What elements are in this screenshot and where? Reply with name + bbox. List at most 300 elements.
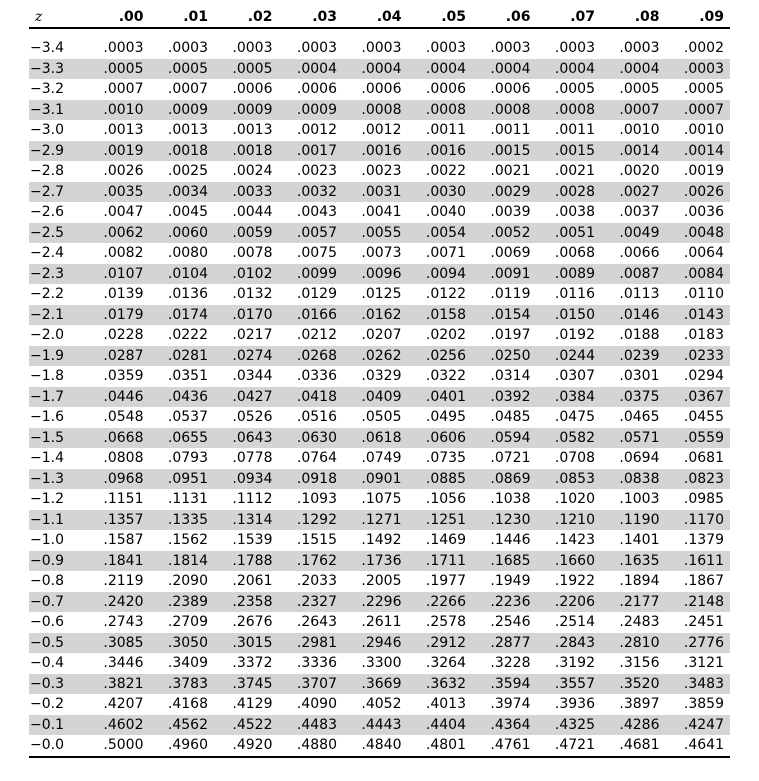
probability-cell: .0028 (537, 182, 602, 203)
probability-cell: .0228 (85, 325, 150, 346)
probability-cell: .3897 (601, 694, 666, 715)
probability-cell: .0004 (408, 59, 473, 80)
z-value-cell: −1.0 (29, 530, 85, 551)
column-header: .01 (150, 7, 215, 28)
table-row (29, 612, 730, 633)
probability-cell: .4129 (214, 694, 279, 715)
probability-cell: .2358 (214, 592, 279, 613)
probability-cell: .2810 (601, 633, 666, 654)
probability-cell: .1949 (472, 571, 537, 592)
probability-cell: .0116 (537, 284, 602, 305)
probability-cell: .1379 (666, 530, 731, 551)
probability-cell: .0721 (472, 448, 537, 469)
probability-cell: .0853 (537, 469, 602, 490)
probability-cell: .0027 (601, 182, 666, 203)
probability-cell: .2912 (408, 633, 473, 654)
z-value-cell: −0.7 (29, 592, 85, 613)
probability-cell: .0217 (214, 325, 279, 346)
probability-cell: .0256 (408, 346, 473, 367)
probability-cell: .0918 (279, 469, 344, 490)
probability-cell: .0179 (85, 305, 150, 326)
probability-cell: .2578 (408, 612, 473, 633)
probability-cell: .0485 (472, 407, 537, 428)
probability-cell: .0107 (85, 264, 150, 285)
table-row (29, 325, 730, 346)
probability-cell: .0125 (343, 284, 408, 305)
probability-cell: .0427 (214, 387, 279, 408)
probability-cell: .0078 (214, 243, 279, 264)
probability-cell: .1867 (666, 571, 731, 592)
probability-cell: .0012 (279, 120, 344, 141)
probability-cell: .0004 (279, 59, 344, 80)
probability-cell: .0064 (666, 243, 731, 264)
z-value-cell: −2.8 (29, 161, 85, 182)
probability-cell: .0262 (343, 346, 408, 367)
probability-cell: .1841 (85, 551, 150, 572)
probability-cell: .0024 (214, 161, 279, 182)
probability-cell: .0038 (537, 202, 602, 223)
probability-cell: .3783 (150, 674, 215, 695)
probability-cell: .4168 (150, 694, 215, 715)
probability-cell: .0004 (601, 59, 666, 80)
z-value-cell: −1.7 (29, 387, 85, 408)
probability-cell: .4247 (666, 715, 731, 736)
probability-cell: .0005 (150, 59, 215, 80)
probability-cell: .0003 (408, 38, 473, 59)
probability-cell: .0166 (279, 305, 344, 326)
probability-cell: .1492 (343, 530, 408, 551)
probability-cell: .0040 (408, 202, 473, 223)
probability-cell: .0099 (279, 264, 344, 285)
column-header: .08 (601, 7, 666, 28)
probability-cell: .0351 (150, 366, 215, 387)
probability-cell: .0029 (472, 182, 537, 203)
z-value-cell: −2.1 (29, 305, 85, 326)
probability-cell: .0668 (85, 428, 150, 449)
probability-cell: .0968 (85, 469, 150, 490)
probability-cell: .1711 (408, 551, 473, 572)
z-table (29, 7, 730, 758)
probability-cell: .0094 (408, 264, 473, 285)
table-row (29, 284, 730, 305)
table-row (29, 387, 730, 408)
probability-cell: .0244 (537, 346, 602, 367)
probability-cell: .0307 (537, 366, 602, 387)
probability-cell: .0102 (214, 264, 279, 285)
probability-cell: .0013 (214, 120, 279, 141)
probability-cell: .4721 (537, 735, 602, 757)
probability-cell: .1093 (279, 489, 344, 510)
probability-cell: .3300 (343, 653, 408, 674)
probability-cell: .1003 (601, 489, 666, 510)
probability-cell: .0239 (601, 346, 666, 367)
probability-cell: .0005 (85, 59, 150, 80)
probability-cell: .0869 (472, 469, 537, 490)
probability-cell: .0051 (537, 223, 602, 244)
probability-cell: .0016 (343, 141, 408, 162)
z-value-cell: −0.1 (29, 715, 85, 736)
probability-cell: .0401 (408, 387, 473, 408)
probability-cell: .0015 (472, 141, 537, 162)
probability-cell: .0322 (408, 366, 473, 387)
probability-cell: .0011 (408, 120, 473, 141)
probability-cell: .0022 (408, 161, 473, 182)
probability-cell: .2266 (408, 592, 473, 613)
probability-cell: .0516 (279, 407, 344, 428)
probability-cell: .1515 (279, 530, 344, 551)
probability-cell: .0021 (472, 161, 537, 182)
probability-cell: .0582 (537, 428, 602, 449)
probability-cell: .0007 (601, 100, 666, 121)
table-row (29, 305, 730, 326)
probability-cell: .0020 (601, 161, 666, 182)
z-value-cell: −1.1 (29, 510, 85, 531)
z-value-cell: −1.3 (29, 469, 85, 490)
table-body (29, 28, 730, 757)
probability-cell: .0036 (666, 202, 731, 223)
probability-cell: .0158 (408, 305, 473, 326)
probability-cell: .0008 (343, 100, 408, 121)
probability-cell: .0068 (537, 243, 602, 264)
probability-cell: .0823 (666, 469, 731, 490)
header-spacer (29, 28, 730, 38)
probability-cell: .0655 (150, 428, 215, 449)
probability-cell: .0045 (150, 202, 215, 223)
probability-cell: .0043 (279, 202, 344, 223)
probability-cell: .0212 (279, 325, 344, 346)
table-row (29, 120, 730, 141)
probability-cell: .0009 (214, 100, 279, 121)
probability-cell: .0004 (343, 59, 408, 80)
probability-cell: .3121 (666, 653, 731, 674)
table-row (29, 694, 730, 715)
z-value-cell: −0.8 (29, 571, 85, 592)
column-header: .09 (666, 7, 731, 28)
probability-cell: .2420 (85, 592, 150, 613)
probability-cell: .4207 (85, 694, 150, 715)
probability-cell: .1210 (537, 510, 602, 531)
probability-cell: .2296 (343, 592, 408, 613)
probability-cell: .4761 (472, 735, 537, 757)
probability-cell: .1335 (150, 510, 215, 531)
probability-cell: .3409 (150, 653, 215, 674)
z-value-cell: −1.8 (29, 366, 85, 387)
probability-cell: .0071 (408, 243, 473, 264)
column-header: .07 (537, 7, 602, 28)
probability-cell: .2743 (85, 612, 150, 633)
probability-cell: .2643 (279, 612, 344, 633)
probability-cell: .1762 (279, 551, 344, 572)
probability-cell: .4920 (214, 735, 279, 757)
probability-cell: .0073 (343, 243, 408, 264)
probability-cell: .0048 (666, 223, 731, 244)
probability-cell: .0010 (85, 100, 150, 121)
probability-cell: .0446 (85, 387, 150, 408)
probability-cell: .0548 (85, 407, 150, 428)
probability-cell: .2148 (666, 592, 731, 613)
probability-cell: .0007 (666, 100, 731, 121)
probability-cell: .0013 (150, 120, 215, 141)
probability-cell: .3557 (537, 674, 602, 695)
probability-cell: .0010 (601, 120, 666, 141)
z-value-cell: −2.6 (29, 202, 85, 223)
probability-cell: .0188 (601, 325, 666, 346)
probability-cell: .0113 (601, 284, 666, 305)
z-value-cell: −2.4 (29, 243, 85, 264)
column-header: .04 (343, 7, 408, 28)
probability-cell: .0009 (150, 100, 215, 121)
probability-cell: .0207 (343, 325, 408, 346)
probability-cell: .0021 (537, 161, 602, 182)
probability-cell: .2033 (279, 571, 344, 592)
probability-cell: .0985 (666, 489, 731, 510)
table-row (29, 653, 730, 674)
probability-cell: .0537 (150, 407, 215, 428)
z-value-cell: −2.3 (29, 264, 85, 285)
probability-cell: .0006 (343, 79, 408, 100)
probability-cell: .0233 (666, 346, 731, 367)
probability-cell: .0047 (85, 202, 150, 223)
table-row (29, 448, 730, 469)
probability-cell: .0329 (343, 366, 408, 387)
probability-cell: .0143 (666, 305, 731, 326)
probability-cell: .0110 (666, 284, 731, 305)
probability-cell: .0003 (666, 59, 731, 80)
probability-cell: .1736 (343, 551, 408, 572)
probability-cell: .1894 (601, 571, 666, 592)
probability-cell: .0005 (666, 79, 731, 100)
table-row (29, 428, 730, 449)
probability-cell: .0025 (150, 161, 215, 182)
probability-cell: .1423 (537, 530, 602, 551)
probability-cell: .0007 (85, 79, 150, 100)
probability-cell: .1131 (150, 489, 215, 510)
probability-cell: .0681 (666, 448, 731, 469)
probability-cell: .2236 (472, 592, 537, 613)
probability-cell: .0019 (85, 141, 150, 162)
column-header: .02 (214, 7, 279, 28)
probability-cell: .0643 (214, 428, 279, 449)
probability-cell: .0268 (279, 346, 344, 367)
probability-cell: .0089 (537, 264, 602, 285)
table-row (29, 161, 730, 182)
probability-cell: .0041 (343, 202, 408, 223)
probability-cell: .0749 (343, 448, 408, 469)
probability-cell: .0006 (279, 79, 344, 100)
table-row (29, 366, 730, 387)
probability-cell: .2546 (472, 612, 537, 633)
probability-cell: .0011 (472, 120, 537, 141)
z-value-cell: −2.9 (29, 141, 85, 162)
probability-cell: .0192 (537, 325, 602, 346)
probability-cell: .1314 (214, 510, 279, 531)
probability-cell: .0436 (150, 387, 215, 408)
probability-cell: .0016 (408, 141, 473, 162)
table-row (29, 469, 730, 490)
probability-cell: .3745 (214, 674, 279, 695)
probability-cell: .2451 (666, 612, 731, 633)
probability-cell: .1151 (85, 489, 150, 510)
probability-cell: .0139 (85, 284, 150, 305)
probability-cell: .0281 (150, 346, 215, 367)
probability-cell: .0222 (150, 325, 215, 346)
probability-cell: .4641 (666, 735, 731, 757)
z-value-cell: −0.3 (29, 674, 85, 695)
probability-cell: .0007 (150, 79, 215, 100)
probability-cell: .0003 (601, 38, 666, 59)
z-value-cell: −0.5 (29, 633, 85, 654)
probability-cell: .1539 (214, 530, 279, 551)
probability-cell: .2709 (150, 612, 215, 633)
probability-cell: .3821 (85, 674, 150, 695)
probability-cell: .0003 (150, 38, 215, 59)
probability-cell: .4522 (214, 715, 279, 736)
z-value-cell: −3.4 (29, 38, 85, 59)
probability-cell: .3936 (537, 694, 602, 715)
probability-cell: .0005 (537, 79, 602, 100)
probability-cell: .4840 (343, 735, 408, 757)
probability-cell: .0014 (601, 141, 666, 162)
column-header: .05 (408, 7, 473, 28)
probability-cell: .0091 (472, 264, 537, 285)
table-row (29, 346, 730, 367)
probability-cell: .2061 (214, 571, 279, 592)
probability-cell: .1357 (85, 510, 150, 531)
probability-cell: .4960 (150, 735, 215, 757)
z-value-cell: −0.6 (29, 612, 85, 633)
probability-cell: .2776 (666, 633, 731, 654)
probability-cell: .0019 (666, 161, 731, 182)
probability-cell: .3228 (472, 653, 537, 674)
probability-cell: .3192 (537, 653, 602, 674)
probability-cell: .0087 (601, 264, 666, 285)
probability-cell: .3050 (150, 633, 215, 654)
probability-cell: .3156 (601, 653, 666, 674)
table-row (29, 264, 730, 285)
probability-cell: .0778 (214, 448, 279, 469)
probability-cell: .0104 (150, 264, 215, 285)
probability-cell: .2090 (150, 571, 215, 592)
probability-cell: .0018 (214, 141, 279, 162)
table-row (29, 100, 730, 121)
z-value-cell: −1.2 (29, 489, 85, 510)
probability-cell: .5000 (85, 735, 150, 757)
probability-cell: .0005 (601, 79, 666, 100)
probability-cell: .0202 (408, 325, 473, 346)
probability-cell: .3632 (408, 674, 473, 695)
probability-cell: .0146 (601, 305, 666, 326)
probability-cell: .1056 (408, 489, 473, 510)
probability-cell: .0129 (279, 284, 344, 305)
table-row (29, 633, 730, 654)
probability-cell: .0084 (666, 264, 731, 285)
probability-cell: .0122 (408, 284, 473, 305)
probability-cell: .4052 (343, 694, 408, 715)
table-row (29, 243, 730, 264)
probability-cell: .0031 (343, 182, 408, 203)
table-row (29, 715, 730, 736)
probability-cell: .0057 (279, 223, 344, 244)
table-row (29, 674, 730, 695)
probability-cell: .1611 (666, 551, 731, 572)
probability-cell: .1977 (408, 571, 473, 592)
probability-cell: .0735 (408, 448, 473, 469)
probability-cell: .0033 (214, 182, 279, 203)
probability-cell: .0526 (214, 407, 279, 428)
table-row (29, 407, 730, 428)
column-header: .06 (472, 7, 537, 28)
probability-cell: .0808 (85, 448, 150, 469)
table-row (29, 489, 730, 510)
probability-cell: .0018 (150, 141, 215, 162)
table-row (29, 571, 730, 592)
probability-cell: .1635 (601, 551, 666, 572)
probability-cell: .4090 (279, 694, 344, 715)
probability-cell: .4325 (537, 715, 602, 736)
probability-cell: .0475 (537, 407, 602, 428)
probability-cell: .2981 (279, 633, 344, 654)
probability-cell: .0044 (214, 202, 279, 223)
probability-cell: .0003 (279, 38, 344, 59)
probability-cell: .3859 (666, 694, 731, 715)
probability-cell: .0004 (537, 59, 602, 80)
probability-cell: .0026 (666, 182, 731, 203)
z-value-cell: −1.4 (29, 448, 85, 469)
probability-cell: .4404 (408, 715, 473, 736)
probability-cell: .0606 (408, 428, 473, 449)
probability-cell: .0035 (85, 182, 150, 203)
probability-cell: .2206 (537, 592, 602, 613)
probability-cell: .0344 (214, 366, 279, 387)
probability-cell: .0032 (279, 182, 344, 203)
z-value-cell: −0.0 (29, 735, 85, 757)
table-row (29, 202, 730, 223)
probability-cell: .0006 (472, 79, 537, 100)
probability-cell: .3372 (214, 653, 279, 674)
probability-cell: .0023 (343, 161, 408, 182)
probability-cell: .1020 (537, 489, 602, 510)
z-value-cell: −3.2 (29, 79, 85, 100)
z-value-cell: −1.6 (29, 407, 85, 428)
probability-cell: .1190 (601, 510, 666, 531)
probability-cell: .2483 (601, 612, 666, 633)
probability-cell: .0003 (214, 38, 279, 59)
probability-cell: .0571 (601, 428, 666, 449)
probability-cell: .1271 (343, 510, 408, 531)
probability-cell: .0003 (343, 38, 408, 59)
table-row (29, 223, 730, 244)
probability-cell: .1562 (150, 530, 215, 551)
probability-cell: .2389 (150, 592, 215, 613)
probability-cell: .1922 (537, 571, 602, 592)
probability-cell: .0301 (601, 366, 666, 387)
probability-cell: .0359 (85, 366, 150, 387)
probability-cell: .0594 (472, 428, 537, 449)
probability-cell: .4364 (472, 715, 537, 736)
probability-cell: .0008 (408, 100, 473, 121)
probability-cell: .1469 (408, 530, 473, 551)
probability-cell: .0030 (408, 182, 473, 203)
probability-cell: .0096 (343, 264, 408, 285)
z-column-header: z (29, 7, 85, 28)
probability-cell: .1038 (472, 489, 537, 510)
probability-cell: .0162 (343, 305, 408, 326)
column-header: .03 (279, 7, 344, 28)
probability-cell: .0367 (666, 387, 731, 408)
probability-cell: .0012 (343, 120, 408, 141)
table-row (29, 38, 730, 59)
z-value-cell: −3.0 (29, 120, 85, 141)
